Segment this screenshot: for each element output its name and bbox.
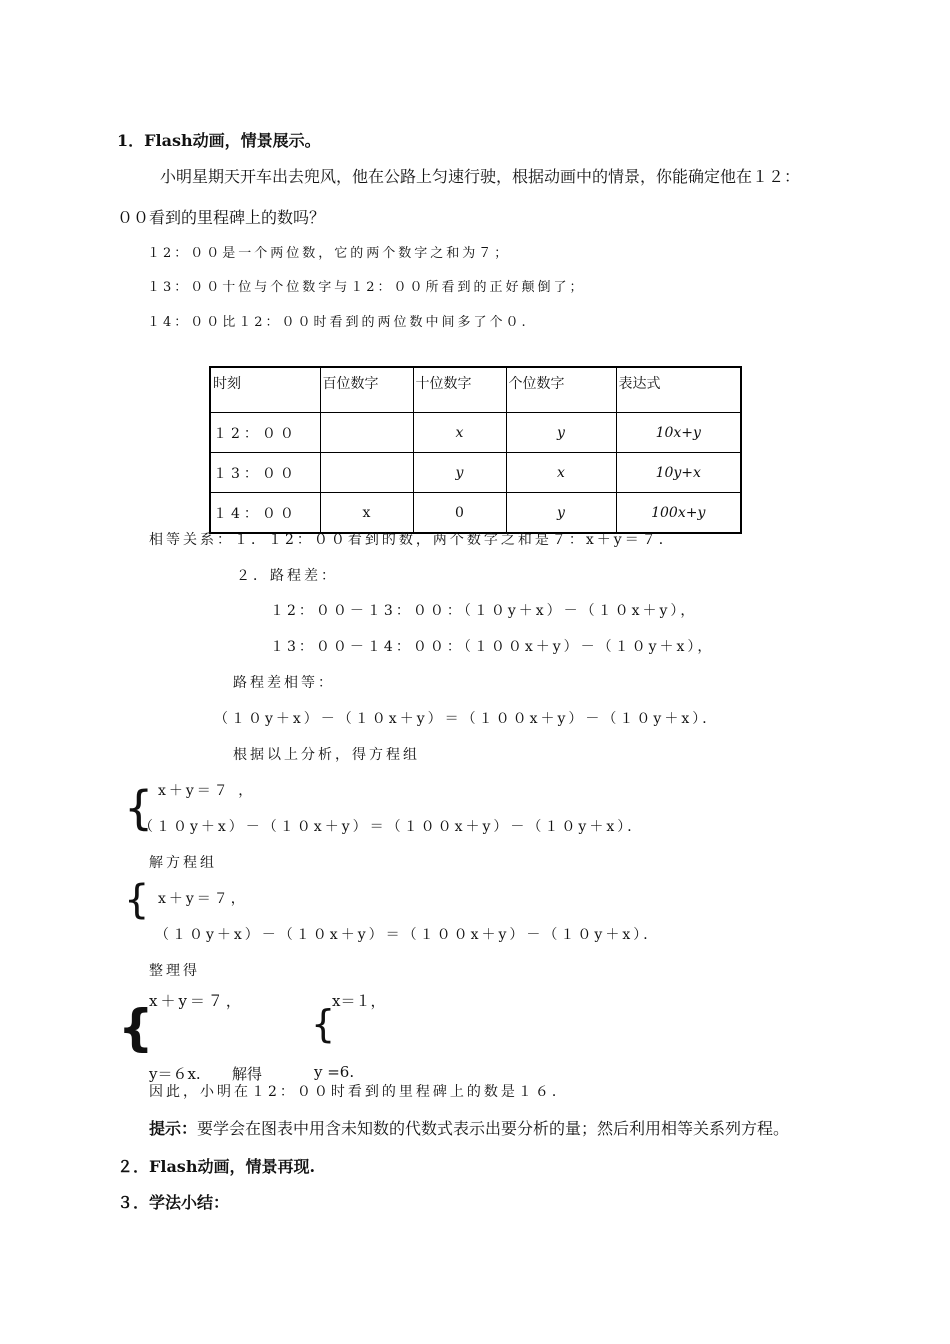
time-cell: １3：００ [210, 453, 320, 493]
intro-line-2: ００看到的里程碑上的数吗？ [117, 208, 326, 227]
section-1-title: 1．Flash动画，情景展示。 [117, 131, 321, 150]
expression-value: 10y+x [655, 464, 701, 481]
solve-word: 解得 [232, 1065, 263, 1083]
solution-y: y =6. [314, 1063, 355, 1081]
left-brace-icon: { [118, 999, 154, 1057]
table-header-cell: 个位数字 [506, 367, 616, 413]
table-row [210, 453, 741, 493]
equal-equation: （１０y＋x）－（１０x＋y）＝（１００x＋y）－（１０y＋x）． [214, 711, 720, 727]
tens-cell [413, 453, 506, 493]
expression-cell [616, 413, 741, 453]
clue-3: １4：００比１2：００时看到的两位数中间多了个０. [147, 315, 529, 330]
ones-cell [506, 453, 616, 493]
tens-cell [413, 413, 506, 453]
time-cell: １4：００ [210, 493, 320, 534]
system2-eq2: （１０y＋x）－（１０x＋y）＝（１００x＋y）－（１０y＋x）． [155, 927, 661, 943]
hundreds-cell [320, 413, 413, 453]
ones-value: y [557, 424, 565, 441]
relation-1: 相等关系：１．１2：００看到的数，两个数字之和是７：x＋y＝７． [149, 532, 676, 548]
left-brace-icon: { [311, 1002, 336, 1046]
table-header-row [210, 367, 741, 413]
tens-value: y [455, 464, 464, 481]
table-row [210, 413, 741, 453]
ones-cell [506, 493, 616, 534]
left-brace-icon: { [124, 877, 150, 923]
analysis-text: 根据以上分析，得方程组 [233, 747, 420, 763]
expression-value: 10x+y [655, 424, 701, 441]
ones-cell [506, 413, 616, 453]
ones-value: y [557, 504, 565, 521]
time-cell: １2：００ [210, 413, 320, 453]
section-3-title: ３．学法小结： [117, 1193, 230, 1212]
equal-label: 路程差相等： [233, 675, 335, 691]
expression-value: 100x+y [651, 504, 706, 521]
simplify-label: 整理得 [149, 963, 200, 979]
left-brace-icon: { [124, 781, 154, 835]
hint [149, 1116, 789, 1139]
system1-eq2: （１０y＋x）－（１０x＋y）＝（１００x＋y）－（１０y＋x）． [139, 819, 645, 835]
expression-cell [616, 453, 741, 493]
intro-line-1: 小明星期天开车出去兜风，他在公路上匀速行驶，根据动画中的情景，你能确定他在１２： [160, 167, 801, 186]
table-header-cell: 百位数字 [320, 367, 413, 413]
simplified-eq2: y＝６x. [149, 1065, 201, 1083]
relation-2: ２．路程差： [236, 568, 338, 584]
system2-eq1: x＋y＝７， [158, 891, 248, 907]
distance-diff-2: １3：００－１4：００：（１００x＋y）－（１０y＋x）， [270, 639, 715, 655]
expression-cell [616, 493, 741, 534]
hint-label: 提示： [149, 1119, 198, 1138]
tens-cell: 0 [413, 493, 506, 534]
hundreds-cell: x [320, 493, 413, 534]
system1-eq1: x＋y＝７ ， [158, 783, 256, 799]
solve-label: 解方程组 [149, 855, 217, 871]
table-row [210, 493, 741, 534]
solution-x: x＝１， [332, 992, 386, 1010]
section-2-title: ２．Flash动画，情景再现. [117, 1157, 316, 1176]
hint-text: 要学会在图表中用含未知数的代数式表示出要分析的量；然后利用相等关系列方程。 [197, 1119, 790, 1138]
tens-value: x [455, 424, 464, 441]
table-header-cell: 时刻 [210, 367, 320, 413]
clue-1: １2：００是一个两位数，它的两个数字之和为７； [147, 246, 511, 261]
distance-diff-1: １2：００－１3：００：（１０y＋x）－（１０x＋y）， [270, 603, 698, 619]
ones-value: x [557, 464, 565, 481]
conclusion: 因此，小明在１2：００时看到的里程碑上的数是１６． [149, 1084, 569, 1100]
digit-table [209, 366, 742, 534]
table-header-cell: 表达式 [616, 367, 741, 413]
table-header-cell: 十位数字 [413, 367, 506, 413]
clue-2: １3：００十位与个位数字与１2：００所看到的正好颠倒了； [147, 280, 586, 295]
simplified-eq1: x＋y＝７， [149, 992, 244, 1010]
hundreds-cell [320, 453, 413, 493]
